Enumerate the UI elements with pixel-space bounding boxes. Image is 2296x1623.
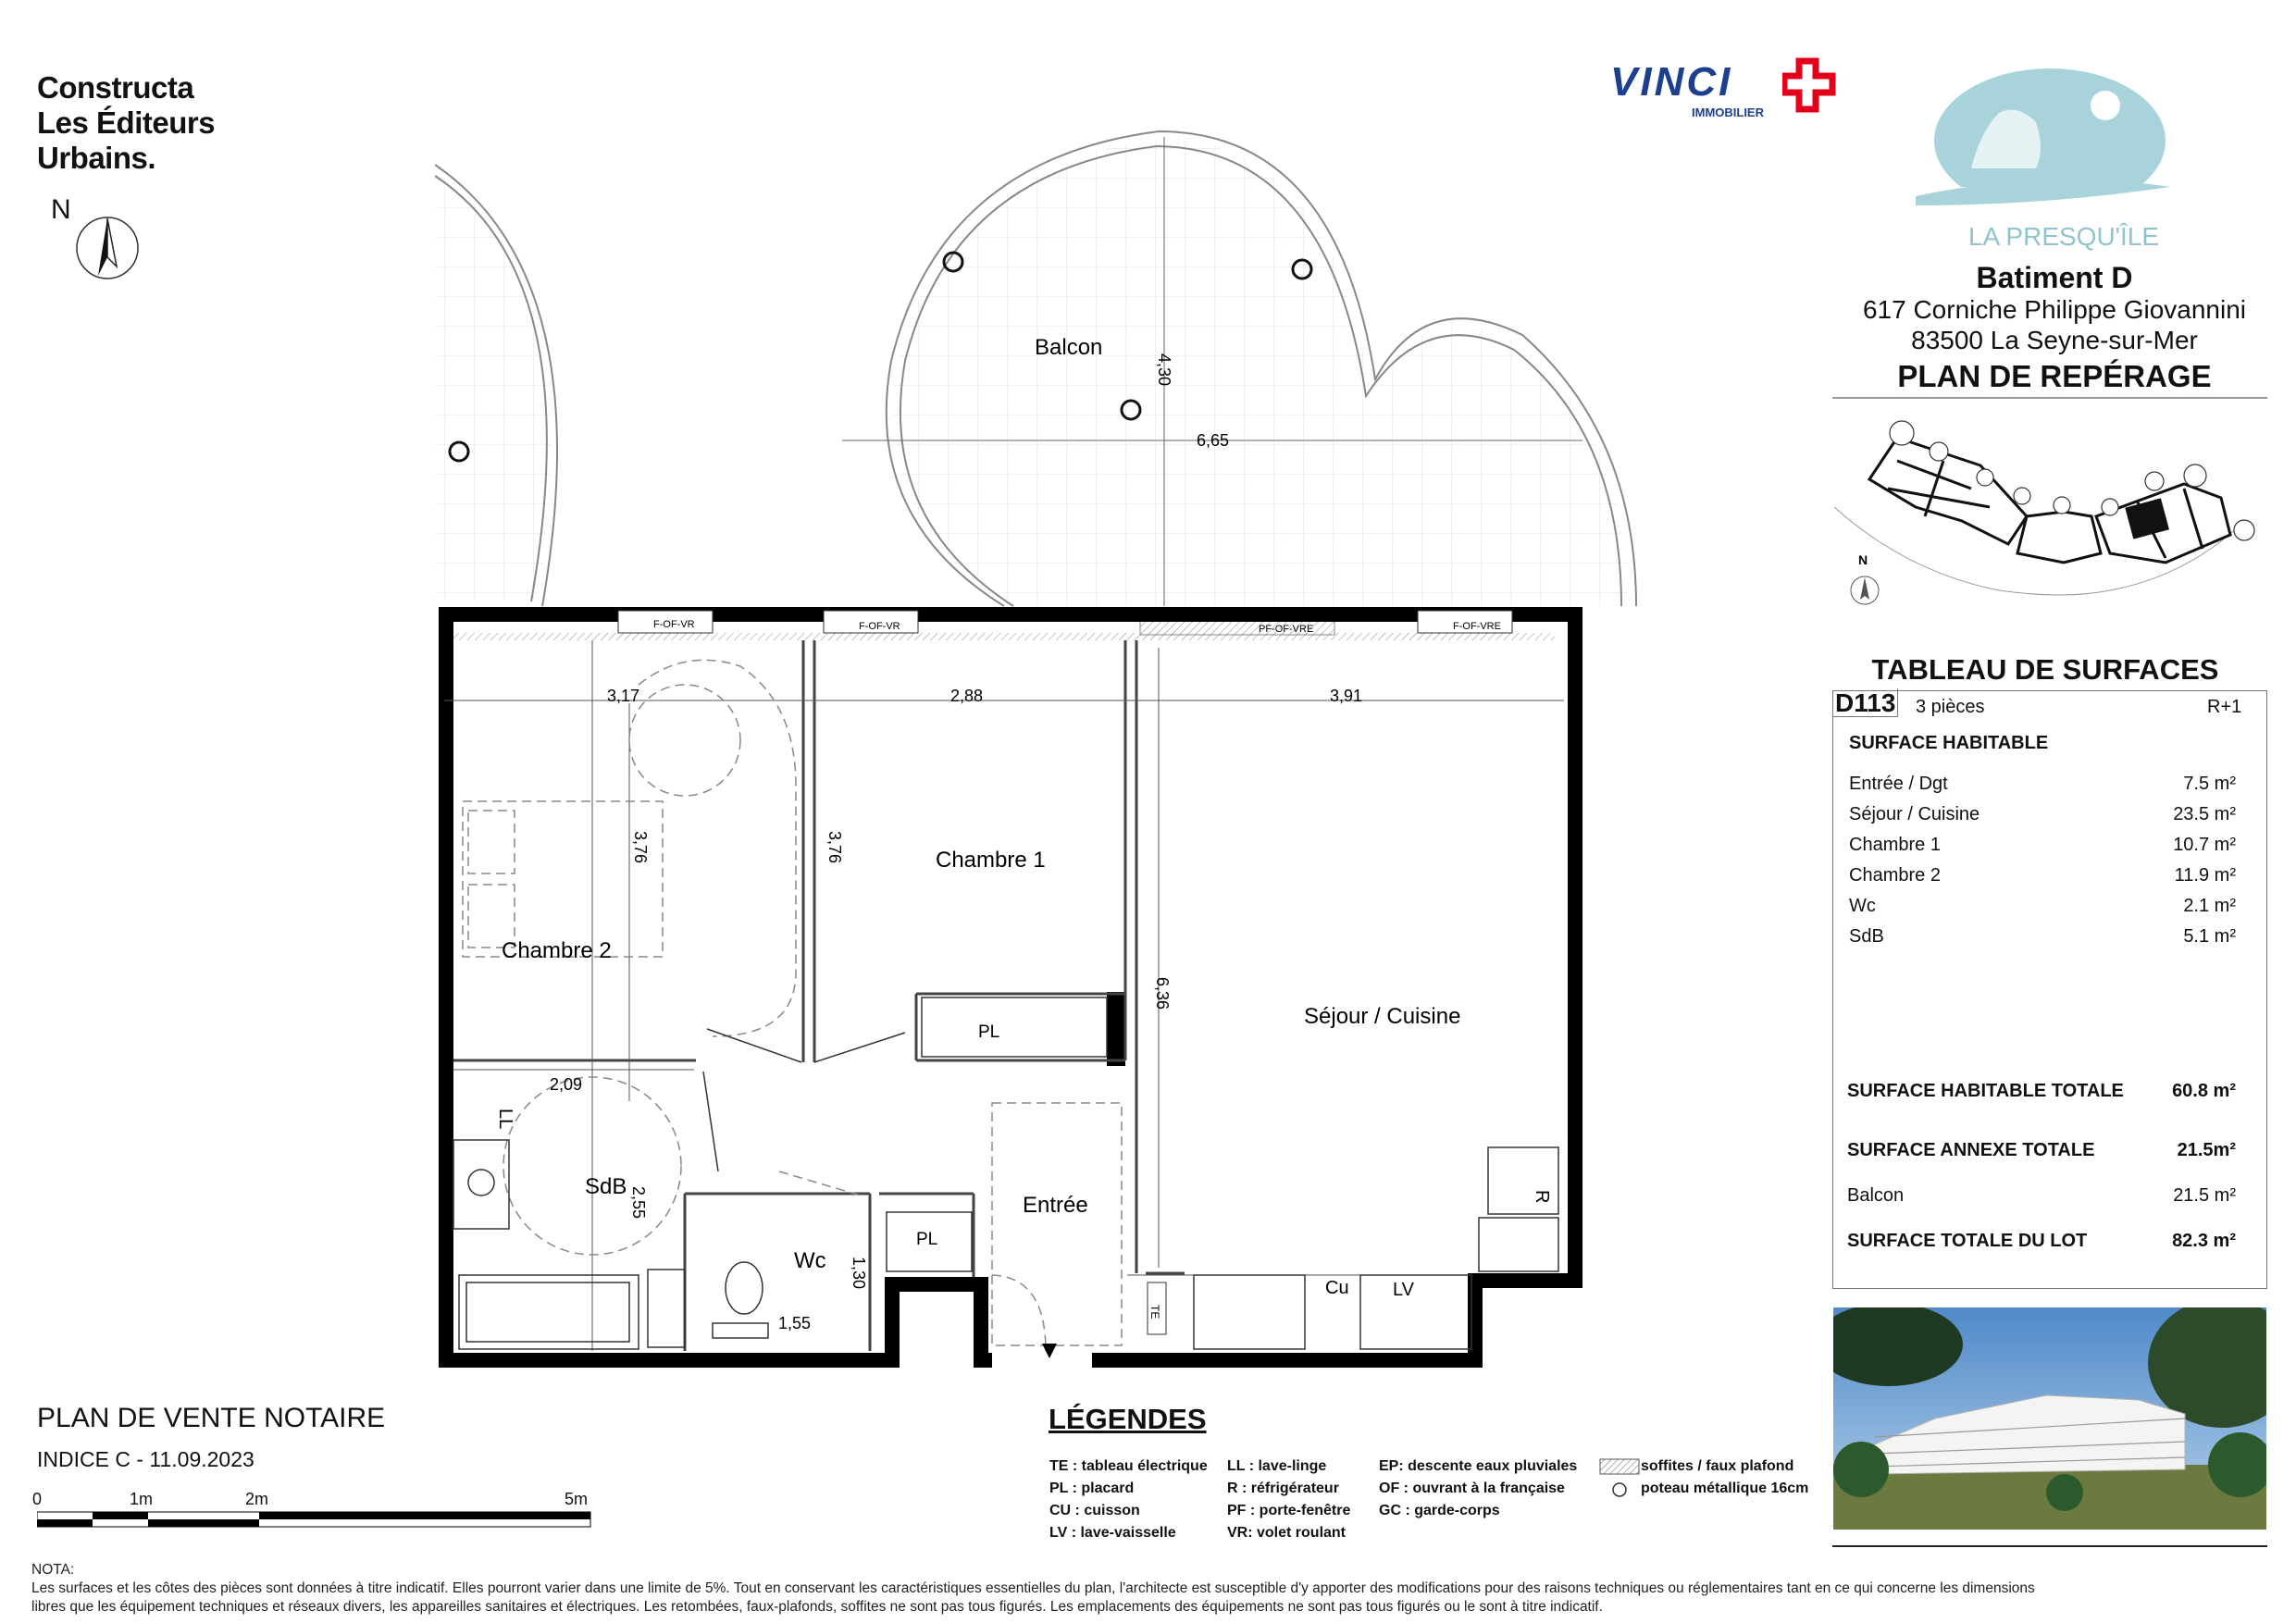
- scale-label-0: 0: [32, 1490, 43, 1508]
- equip-label-tableau-electrique: TE: [1148, 1305, 1161, 1319]
- legend-item: R : réfrigérateur: [1227, 1481, 1339, 1496]
- legend-col1: [1049, 1456, 1208, 1544]
- room-label-chambre2: Chambre 2: [502, 938, 612, 963]
- dim-sejour-width: 3,91: [1330, 687, 1363, 705]
- dim-sdb-width: 2,09: [550, 1075, 583, 1094]
- site-minimap: [1832, 415, 2267, 618]
- row-value: 5.1 m²: [2183, 926, 2236, 947]
- room-label-wc: Wc: [794, 1248, 826, 1273]
- annexe-total-value: 21.5m²: [2177, 1140, 2236, 1160]
- dim-sdb-depth: 2,55: [629, 1186, 648, 1220]
- row-label: SdB: [1849, 926, 1884, 947]
- lot-total-label: SURFACE TOTALE DU LOT: [1847, 1231, 2088, 1251]
- room-label-balcon: Balcon: [1035, 335, 1103, 360]
- column-circle-icon: [1610, 1481, 1629, 1499]
- rooms-count: 3 pièces: [1916, 697, 1985, 717]
- legend-col2: [1227, 1456, 1350, 1544]
- annexe-row-value: 21.5 m²: [2173, 1185, 2236, 1206]
- legend-item: CU : cuisson: [1049, 1503, 1140, 1518]
- divider: [1832, 397, 2267, 399]
- floor-plan: [435, 130, 1657, 1369]
- row-value: 7.5 m²: [2183, 774, 2236, 794]
- equip-label-lave-linge: LL: [495, 1109, 515, 1130]
- row-value: 2.1 m²: [2183, 896, 2236, 916]
- legend-item: VR: volet roulant: [1227, 1525, 1347, 1541]
- dim-wc-depth: 1,30: [850, 1257, 868, 1290]
- window-label: PF-OF-VRE: [1259, 624, 1314, 635]
- dim-ch2-depth: 3,76: [631, 831, 650, 864]
- lot-total-value: 82.3 m²: [2172, 1231, 2236, 1251]
- scale-label-5m: 5m: [565, 1490, 589, 1508]
- nota-line: libres que les équipement techniques et réseaux divers, les appareilles sanitaires et électriques. Les retombées, faux-plafonds, soffites ne sont pas tous figurés. Les emplacements des équipements ne sont pas tous figurés ou le sont à titre indicatif.: [31, 1599, 1603, 1615]
- constructa-logo: [37, 70, 215, 176]
- brand-line2: Les Éditeurs: [37, 105, 216, 140]
- legend-item: LV : lave-vaisselle: [1049, 1525, 1176, 1541]
- compass-icon: [74, 215, 141, 281]
- dim-balcon-depth: 4,30: [1155, 353, 1173, 387]
- window-label: F-OF-VRE: [1453, 621, 1501, 632]
- nota: [31, 1561, 2253, 1617]
- scale-bar: [37, 1511, 592, 1530]
- notary-title: PLAN DE VENTE NOTAIRE: [37, 1403, 386, 1433]
- address-line2: 83500 La Seyne-sur-Mer: [1911, 326, 2198, 354]
- plan-reperage-title: PLAN DE REPÉRAGE: [1897, 359, 2212, 393]
- vinci-logo: [1610, 59, 1764, 119]
- window-label: F-OF-VR: [859, 621, 900, 632]
- legend-item: soffites / faux plafond: [1641, 1458, 1794, 1474]
- legend-title: LÉGENDES: [1049, 1403, 1207, 1435]
- room-label-entree: Entrée: [1023, 1193, 1088, 1218]
- level: R+1: [2207, 697, 2242, 717]
- hatch-swatch-icon: [1599, 1458, 1640, 1475]
- row-label: Entrée / Dgt: [1849, 774, 1948, 794]
- dim-ch1-depth: 3,76: [825, 831, 844, 864]
- annexe-total-label: SURFACE ANNEXE TOTALE: [1847, 1140, 2095, 1160]
- program-address: [1814, 294, 2295, 355]
- row-value: 23.5 m²: [2173, 804, 2236, 824]
- room-label-sdb: SdB: [585, 1174, 627, 1199]
- equip-label-refrigerateur: R: [1532, 1190, 1552, 1204]
- dim-sejour-depth: 6,36: [1153, 977, 1172, 1010]
- address-line1: 617 Corniche Philippe Giovannini: [1862, 295, 2247, 324]
- neighbor-balcony: [435, 165, 557, 606]
- equip-label-lave-vaisselle: LV: [1393, 1280, 1414, 1300]
- building-photo: [1833, 1307, 2266, 1530]
- dim-balcon-width: 6,65: [1197, 431, 1230, 450]
- scale-label-1m: 1m: [130, 1490, 154, 1508]
- room-label-placard: PL: [978, 1022, 1000, 1042]
- vinci-cross-icon: [1782, 57, 1838, 115]
- room-label-chambre1: Chambre 1: [936, 848, 1046, 873]
- building-name: Batiment D: [1976, 261, 2133, 294]
- legend-col4: [1641, 1456, 1808, 1500]
- room-label-placard: PL: [916, 1230, 938, 1249]
- equip-label-cuisson: Cu: [1325, 1278, 1349, 1298]
- row-label: Chambre 1: [1849, 835, 1941, 855]
- habitable-total-label: SURFACE HABITABLE TOTALE: [1847, 1081, 2124, 1101]
- legend-item: PL : placard: [1049, 1481, 1135, 1496]
- lot-number: D113: [1835, 688, 1896, 717]
- annexe-row-label: Balcon: [1847, 1185, 1905, 1206]
- dim-ch2-width: 3,17: [607, 687, 640, 705]
- surfaces-title: TABLEAU DE SURFACES: [1871, 653, 2219, 686]
- legend-item: TE : tableau électrique: [1049, 1458, 1208, 1474]
- row-value: 10.7 m²: [2173, 835, 2236, 855]
- nota-line: Les surfaces et les côtes des pièces sont données à titre indicatif. Elles pourront varier dans une limite de 5%. Tout en conservant les caractéristiques essentielles du plan, l'architecte est susceptible d'y apporter des modifications pour des raisons techniques ou réglementaires tant en ce qui concerne les dimensions: [31, 1580, 2035, 1596]
- row-label: Séjour / Cuisine: [1849, 804, 1980, 824]
- legend-item: EP: descente eaux pluviales: [1379, 1458, 1578, 1474]
- row-label: Wc: [1849, 896, 1876, 916]
- legend-col3: [1379, 1456, 1577, 1522]
- brand-line1: Constructa: [37, 70, 194, 105]
- habitable-total-value: 60.8 m²: [2172, 1081, 2236, 1101]
- row-value: 11.9 m²: [2174, 865, 2236, 886]
- nota-title: NOTA:: [31, 1562, 75, 1578]
- legend-item: poteau métallique 16cm: [1641, 1481, 1809, 1496]
- north-label: N: [51, 194, 71, 225]
- habitable-title: SURFACE HABITABLE: [1849, 733, 2049, 753]
- divider: [1832, 1545, 2267, 1547]
- dim-wc-width: 1,55: [778, 1314, 812, 1332]
- legend-item: GC : garde-corps: [1379, 1503, 1500, 1518]
- legend-item: PF : porte-fenêtre: [1227, 1503, 1351, 1518]
- scale-label-2m: 2m: [245, 1490, 269, 1508]
- row-label: Chambre 2: [1849, 865, 1941, 886]
- program-name: LA PRESQU'ÎLE: [1967, 222, 2160, 251]
- presquile-logo-icon: [1916, 57, 2175, 215]
- legend-item: LL : lave-linge: [1227, 1458, 1327, 1474]
- room-label-sejour: Séjour / Cuisine: [1304, 1004, 1461, 1029]
- vinci-subtitle: IMMOBILIER: [1692, 105, 1764, 119]
- minimap-north-label: N: [1858, 552, 1868, 567]
- vinci-wordmark: VINCI: [1610, 59, 1733, 105]
- balcony: [842, 131, 1636, 606]
- brand-line3: Urbains.: [37, 141, 156, 175]
- dim-ch1-width: 2,88: [950, 687, 984, 705]
- window-label: F-OF-VR: [653, 619, 695, 630]
- notary-indice: INDICE C - 11.09.2023: [37, 1447, 254, 1471]
- legend-item: OF : ouvrant à la française: [1379, 1481, 1565, 1496]
